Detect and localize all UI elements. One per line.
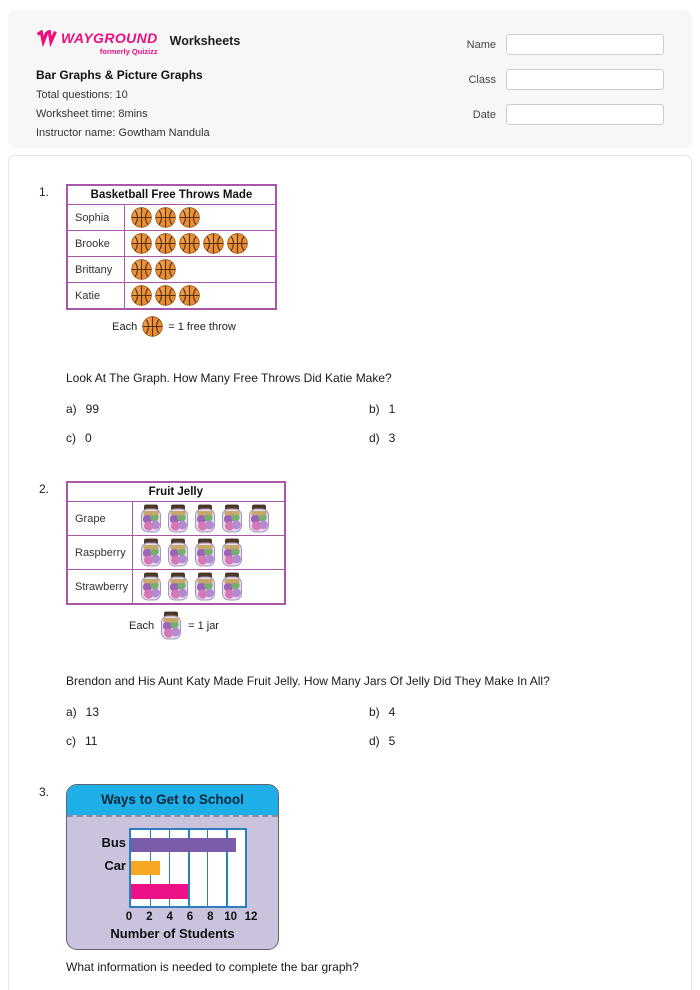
pictograph-title-row — [67, 185, 276, 205]
pictograph-legend — [66, 611, 282, 640]
option-d — [369, 734, 661, 748]
jam-jar-icon — [193, 572, 217, 601]
x-axis-label: Number of Students — [110, 926, 235, 941]
x-tick: 6 — [186, 911, 194, 923]
legend-prefix: Each — [129, 619, 155, 632]
legend-suffix: = 1 free throw — [168, 320, 236, 333]
pictograph-row — [67, 257, 276, 283]
option-value: 11 — [85, 734, 98, 748]
option-key: c) — [66, 431, 76, 445]
instructor-name: Instructor name: Gowtham Nandula — [36, 126, 210, 139]
question-number: 3. — [39, 785, 50, 799]
bar-bus — [131, 838, 236, 852]
wayground-logo-icon — [36, 30, 57, 47]
option-value: 13 — [85, 705, 100, 719]
question-content — [66, 784, 661, 974]
x-tick: 0 — [125, 911, 133, 923]
basketball-icon — [131, 207, 152, 228]
option-key: d) — [369, 431, 380, 445]
basketball-icon — [131, 259, 152, 280]
logo-text — [61, 30, 158, 56]
option-key: b) — [369, 705, 380, 719]
row-icons — [124, 205, 276, 231]
question-2 — [39, 481, 661, 748]
basketball-icon — [227, 233, 248, 254]
basketball-icon — [179, 207, 200, 228]
legend-suffix: = 1 jar — [188, 619, 219, 632]
worksheet-time: Worksheet time: 8mins — [36, 108, 148, 121]
option-key: a) — [66, 402, 77, 416]
basketball-icon — [179, 285, 200, 306]
basketball-icon — [155, 259, 176, 280]
option-value: 3 — [388, 431, 396, 445]
date-input[interactable] — [506, 104, 664, 125]
worksheet-page — [0, 10, 700, 990]
row-icons — [124, 257, 276, 283]
x-tick: 4 — [166, 911, 173, 923]
bar-graph-card — [66, 784, 279, 950]
option-value: 1 — [388, 402, 396, 416]
worksheet-meta — [36, 65, 240, 142]
brand-tagline: formerly Quizizz — [99, 47, 158, 56]
row-label: Brittany — [67, 257, 124, 283]
pictograph-row — [67, 536, 285, 570]
row-icons — [133, 502, 285, 536]
pictograph-row — [67, 205, 276, 231]
row-icons — [124, 231, 276, 257]
pictograph-title: Basketball Free Throws Made — [67, 185, 276, 205]
basketball-icon — [131, 285, 152, 306]
field-row-class — [460, 69, 664, 90]
field-row-name — [460, 34, 664, 55]
question-content — [66, 184, 661, 445]
basketball-icon — [142, 316, 163, 337]
jam-jar-icon — [220, 538, 244, 567]
pictograph-row — [67, 502, 285, 536]
row-label: Brooke — [67, 231, 124, 257]
row-icons — [133, 536, 285, 570]
bar-label: Car — [104, 858, 126, 873]
row-label: Strawberry — [67, 570, 133, 605]
jam-jar-icon — [166, 538, 190, 567]
header-left — [36, 26, 241, 139]
bar-unlabeled — [131, 884, 188, 899]
pictograph-table — [66, 184, 277, 310]
bar-label: Bus — [101, 835, 126, 850]
jam-jar-icon — [247, 504, 271, 533]
wayground-logo — [36, 30, 158, 56]
row-label: Raspberry — [67, 536, 133, 570]
row-label: Sophia — [67, 205, 124, 231]
jam-jar-icon — [159, 611, 183, 640]
field-row-date — [460, 104, 664, 125]
question-content — [66, 481, 661, 748]
pictograph-title-row — [67, 482, 285, 502]
option-c — [66, 431, 369, 445]
basketball-icon — [155, 285, 176, 306]
row-icons — [124, 283, 276, 310]
name-input[interactable] — [506, 34, 664, 55]
question-text: Look At The Graph. How Many Free Throws Did Katie Make? — [66, 371, 392, 385]
pictograph-row — [67, 283, 276, 310]
worksheet-title: Bar Graphs & Picture Graphs — [36, 68, 203, 82]
pictograph-row — [67, 231, 276, 257]
pictograph-legend — [66, 316, 282, 337]
option-value: 0 — [85, 431, 92, 445]
basketball-icon — [131, 233, 152, 254]
x-tick: 12 — [244, 911, 258, 923]
product-title: Worksheets — [169, 34, 241, 48]
question-1 — [39, 184, 661, 445]
option-c — [66, 734, 369, 748]
x-tick: 10 — [224, 911, 238, 923]
jam-jar-icon — [166, 572, 190, 601]
jam-jar-icon — [193, 538, 217, 567]
class-label: Class — [468, 73, 496, 86]
bar-graph-title: Ways to Get to School — [67, 785, 278, 815]
jam-jar-icon — [193, 504, 217, 533]
option-b — [369, 705, 661, 719]
jam-jar-icon — [139, 572, 163, 601]
option-value: 99 — [85, 402, 100, 416]
jam-jar-icon — [139, 538, 163, 567]
pictograph-row — [67, 570, 285, 605]
basketball-icon — [155, 207, 176, 228]
pictograph-table — [66, 481, 286, 605]
bar-plot-area — [129, 828, 247, 908]
class-input[interactable] — [506, 69, 664, 90]
question-number: 1. — [39, 185, 50, 199]
legend-prefix: Each — [112, 320, 138, 333]
worksheet-body — [8, 155, 692, 990]
option-key: a) — [66, 705, 77, 719]
option-value: 4 — [388, 705, 396, 719]
bar-labels-column — [77, 828, 129, 908]
row-icons — [133, 570, 285, 605]
row-label: Grape — [67, 502, 133, 536]
option-d — [369, 431, 661, 445]
option-b — [369, 402, 661, 416]
x-axis — [125, 911, 258, 924]
pictograph-title: Fruit Jelly — [67, 482, 285, 502]
x-tick: 8 — [207, 911, 214, 923]
header-card — [8, 10, 692, 148]
option-key: d) — [369, 734, 380, 748]
question-text: What information is needed to complete the bar graph? — [66, 960, 359, 974]
name-label: Name — [466, 38, 496, 51]
question-number: 2. — [39, 482, 50, 496]
basketball-icon — [203, 233, 224, 254]
options-grid — [66, 402, 661, 445]
option-key: c) — [66, 734, 76, 748]
option-key: b) — [369, 402, 380, 416]
jam-jar-icon — [220, 572, 244, 601]
brand-name: WAYGROUND — [61, 30, 158, 46]
bar-graph-body — [67, 817, 278, 949]
question-3 — [39, 784, 661, 974]
question-text: Brendon and His Aunt Katy Made Fruit Jelly. How Many Jars Of Jelly Did They Make In All? — [66, 674, 550, 688]
option-a — [66, 402, 369, 416]
row-label: Katie — [67, 283, 124, 310]
options-grid — [66, 705, 661, 748]
total-questions: Total questions: 10 — [36, 89, 128, 102]
option-a — [66, 705, 369, 719]
option-value: 5 — [388, 734, 396, 748]
jam-jar-icon — [139, 504, 163, 533]
date-label: Date — [472, 108, 496, 121]
x-tick: 2 — [146, 911, 153, 923]
brand-row — [36, 30, 240, 56]
basketball-icon — [179, 233, 200, 254]
basketball-icon — [155, 233, 176, 254]
student-fields — [460, 34, 664, 132]
jam-jar-icon — [166, 504, 190, 533]
jam-jar-icon — [220, 504, 244, 533]
bar-car — [131, 861, 160, 875]
